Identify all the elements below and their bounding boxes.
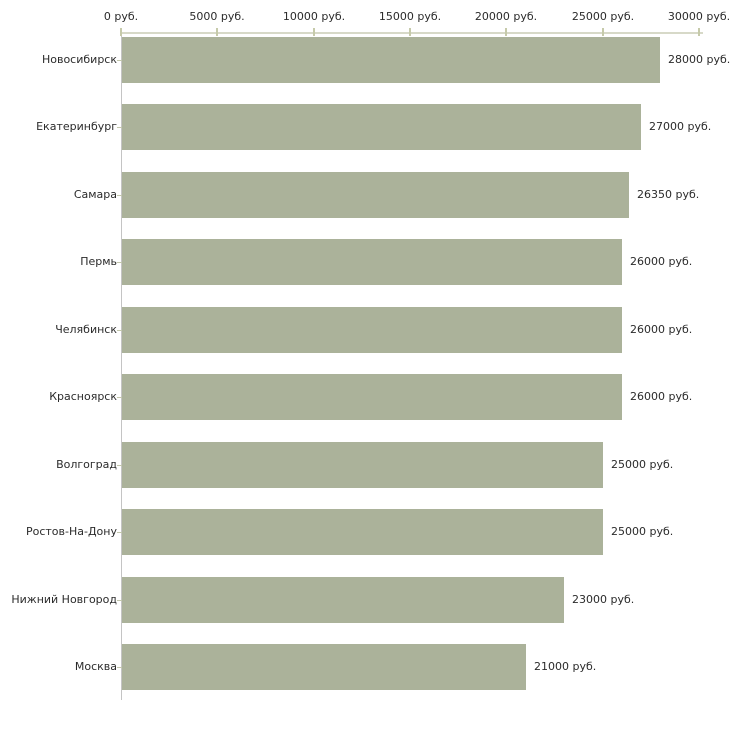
x-axis-line (121, 32, 703, 34)
category-label: Челябинск (55, 323, 117, 336)
bar-value-label: 26350 руб. (637, 188, 700, 201)
bar (122, 307, 622, 353)
x-axis-tick-mark (409, 28, 411, 36)
x-axis-tick-label: 20000 руб. (474, 10, 538, 23)
x-axis-tick-mark (313, 28, 315, 36)
category-label: Ростов-На-Дону (25, 525, 117, 538)
bar-value-label: 21000 руб. (534, 660, 597, 673)
bar (122, 104, 641, 150)
x-axis-tick-mark (505, 28, 507, 36)
bar (122, 577, 564, 623)
x-axis-tick-mark (698, 28, 700, 36)
bar-value-label: 27000 руб. (649, 120, 712, 133)
x-axis-tick-label: 0 руб. (103, 10, 139, 23)
bar (122, 374, 622, 420)
x-axis-tick-mark (216, 28, 218, 36)
category-label: Красноярск (49, 390, 117, 403)
x-axis-tick-label: 25000 руб. (571, 10, 635, 23)
category-label: Екатеринбург (36, 120, 117, 133)
bar-value-label: 26000 руб. (630, 390, 693, 403)
bar-value-label: 26000 руб. (630, 323, 693, 336)
x-axis-tick-label: 15000 руб. (378, 10, 442, 23)
category-label: Москва (74, 660, 117, 673)
bar-value-label: 25000 руб. (611, 525, 674, 538)
bar-value-label: 25000 руб. (611, 458, 674, 471)
bar (122, 172, 629, 218)
bar-value-label: 28000 руб. (668, 53, 730, 66)
category-label: Новосибирск (41, 53, 117, 66)
bar-value-label: 23000 руб. (572, 593, 635, 606)
category-label: Самара (73, 188, 117, 201)
bar (122, 509, 603, 555)
bar (122, 37, 660, 83)
bar (122, 239, 622, 285)
x-axis-tick-label: 5000 руб. (189, 10, 245, 23)
x-axis-tick-label: 30000 руб. (667, 10, 730, 23)
category-label: Нижний Новгород (11, 593, 117, 606)
category-label: Волгоград (56, 458, 117, 471)
bar-value-label: 26000 руб. (630, 255, 693, 268)
bar (122, 644, 526, 690)
category-label: Пермь (80, 255, 117, 268)
bar (122, 442, 603, 488)
x-axis-tick-mark (602, 28, 604, 36)
x-axis-tick-mark (120, 28, 122, 36)
x-axis-tick-label: 10000 руб. (282, 10, 346, 23)
